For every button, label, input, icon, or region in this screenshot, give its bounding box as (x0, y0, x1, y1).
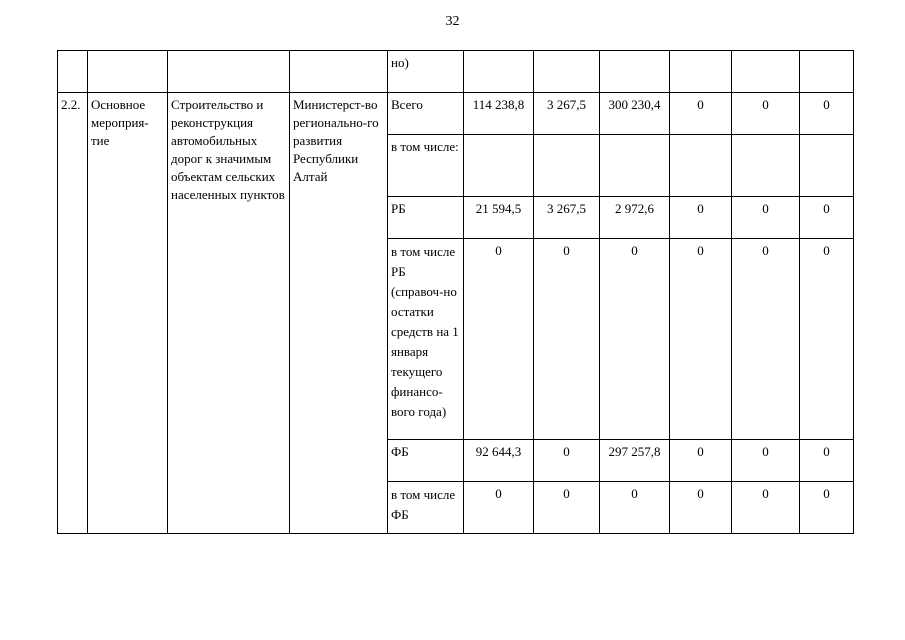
value-cell: 0 (732, 93, 800, 135)
value-cell: 3 267,5 (534, 93, 600, 135)
item-title: Строительство и реконструкция автомобильных дорог к значимым объектам сельских населенных пунктов (168, 93, 290, 534)
source-cell: ФБ (388, 440, 464, 482)
value-cell: 0 (670, 482, 732, 534)
value-cell: 0 (670, 239, 732, 440)
value-cell: 21 594,5 (464, 197, 534, 239)
value-cell: 0 (464, 239, 534, 440)
value-cell: 0 (732, 482, 800, 534)
value-cell: 300 230,4 (600, 93, 670, 135)
value-cell: 114 238,8 (464, 93, 534, 135)
source-cell: в том числе РБ (справоч-но остатки средств на 1 января текущего финансо-вого года) (388, 239, 464, 440)
value-cell: 0 (732, 197, 800, 239)
continuation-row (58, 51, 854, 93)
value-cell: 0 (800, 93, 854, 135)
value-cell: 0 (732, 440, 800, 482)
table-row (58, 93, 854, 135)
value-cell (464, 135, 534, 197)
item-executor: Министерст-во регионально-го развития Республики Алтай (290, 93, 388, 534)
value-cell: 0 (600, 482, 670, 534)
value-cell: 0 (534, 239, 600, 440)
value-cell: 0 (732, 239, 800, 440)
value-cell: 0 (800, 239, 854, 440)
value-cell: 2 972,6 (600, 197, 670, 239)
value-cell (600, 135, 670, 197)
value-cell: 3 267,5 (534, 197, 600, 239)
source-cell: Всего (388, 93, 464, 135)
value-cell (670, 135, 732, 197)
value-cell: 0 (670, 440, 732, 482)
value-cell: 0 (534, 440, 600, 482)
value-cell: 0 (464, 482, 534, 534)
value-cell: 92 644,3 (464, 440, 534, 482)
value-cell (732, 135, 800, 197)
source-cell: в том числе ФБ (388, 482, 464, 534)
value-cell: 0 (800, 482, 854, 534)
item-number: 2.2. (58, 93, 88, 534)
source-cell: но) (388, 51, 464, 93)
value-cell: 0 (534, 482, 600, 534)
value-cell: 0 (800, 440, 854, 482)
value-cell: 297 257,8 (600, 440, 670, 482)
value-cell (534, 135, 600, 197)
value-cell: 0 (670, 197, 732, 239)
value-cell (800, 135, 854, 197)
value-cell: 0 (670, 93, 732, 135)
item-type: Основное мероприя-тие (88, 93, 168, 534)
source-cell: РБ (388, 197, 464, 239)
source-cell: в том числе: (388, 135, 464, 197)
budget-table (57, 50, 854, 534)
value-cell: 0 (600, 239, 670, 440)
page-number: 32 (445, 14, 460, 29)
value-cell: 0 (800, 197, 854, 239)
